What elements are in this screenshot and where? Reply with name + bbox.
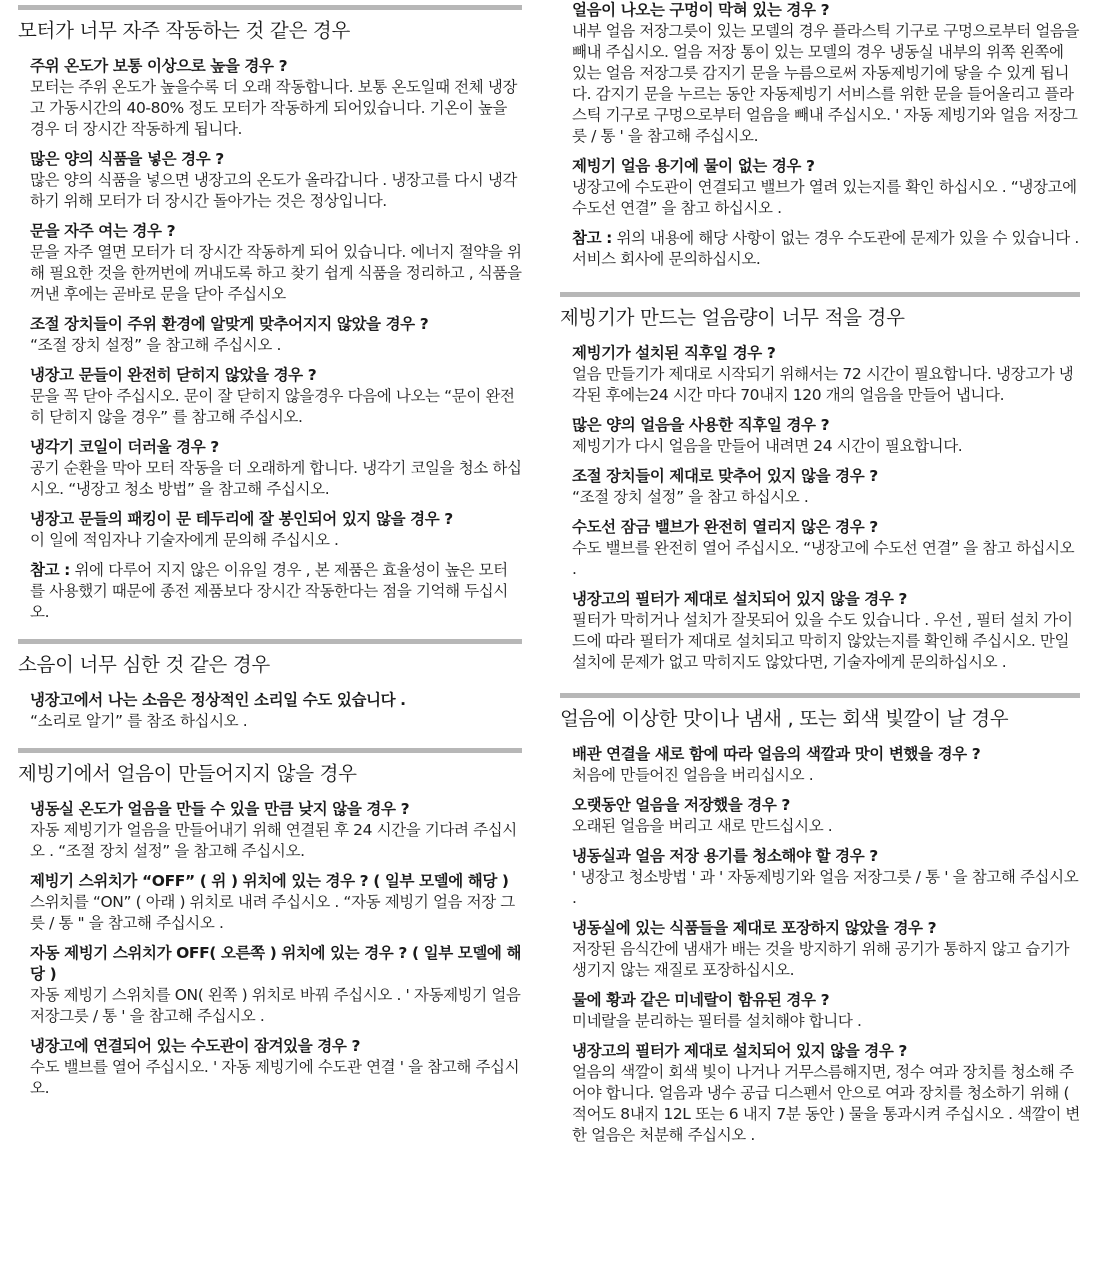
faq-question: 냉장고의 필터가 제대로 설치되어 있지 않을 경우 ? [572, 590, 908, 608]
faq-item [572, 990, 1080, 1032]
faq-item [30, 1036, 522, 1099]
faq-answer: 얼음 만들기가 제대로 시작되기 위해서는 72 시간이 필요합니다. 냉장고가 냉각된 후에는24 시간 마다 70내지 120 개의 얼음을 만들어 냅니다. [572, 365, 1074, 404]
faq-question: 냉동실 온도가 얼음을 만들 수 있을 만큼 낮지 않을 경우 ? [30, 800, 410, 818]
faq-answer: 내부 얼음 저장그릇이 있는 모델의 경우 플라스틱 기구로 구멍으로부터 얼음을 빼내 주십시오. 얼음 저장 통이 있는 모델의 경우 냉동실 내부의 위쪽 왼쪽에 있는 얼음 저장그릇 감지기 문을 누름으로써 자동제빙기에 닿을 수 있게 됩니다. 감지기 문을 누르는 동안 자동제빙기 서비스를 위한 문을 들어올리고 플라스틱 기구로 구멍으로부터 얼음을 빼내 주십시오. ' 자동 제빙기와 얼음 저장그릇 / 통 ' 을 참고해 주십시오. [572, 22, 1080, 145]
faq-item [30, 437, 522, 500]
faq-item [572, 1041, 1080, 1146]
faq-item [572, 795, 1080, 837]
section-title: 제빙기에서 얼음이 만들어지지 않을 경우 [18, 748, 522, 786]
faq-question: 냉동실과 얼음 저장 용기를 청소해야 할 경우 ? [572, 847, 878, 865]
faq-answer: 저장된 음식간에 냄새가 배는 것을 방지하기 위해 공기가 통하지 않고 습기가 생기지 않는 재질로 포장하십시오. [572, 940, 1070, 979]
note [572, 228, 1080, 270]
faq-question: 제빙기 스위치가 “OFF” ( 위 ) 위치에 있는 경우 ? ( 일부 모델에 해당 ) [30, 872, 509, 890]
faq-answer: 문을 꼭 닫아 주십시오. 문이 잘 닫히지 않을경우 다음에 나오는 “문이 완전히 닫히지 않을 경우” 를 참고해 주십시오. [30, 387, 515, 426]
faq-answer: 필터가 막히거나 설치가 잘못되어 있을 수도 있습니다 . 우선 , 필터 설치 가이드에 따라 필터가 제대로 설치되고 막히지 않았는지를 확인해 주십시오. 만일 설치에 문제가 없고 막히지도 않았다면, 기술자에게 문의하십시오 . [572, 611, 1073, 671]
faq-question: 제빙기가 설치된 직후일 경우 ? [572, 344, 776, 362]
faq-answer: “조절 장치 설정” 을 참고 하십시오 . [572, 488, 809, 506]
faq-item [30, 799, 522, 862]
faq-question: 냉각기 코일이 더러울 경우 ? [30, 438, 219, 456]
faq-question: 얼음이 나오는 구멍이 막혀 있는 경우 ? [572, 1, 830, 19]
faq-question: 많은 양의 식품을 넣은 경우 ? [30, 150, 224, 168]
faq-answer: 자동 제빙기 스위치를 ON( 왼쪽 ) 위치로 바꿔 주십시오 . ' 자동제빙기 얼음 저장그릇 / 통 ' 을 참고해 주십시오 . [30, 986, 521, 1025]
faq-item [572, 744, 1080, 786]
right-column [560, 0, 1080, 1162]
faq-item [30, 690, 522, 732]
faq-answer: 많은 양의 식품을 넣으면 냉장고의 온도가 올라갑니다 . 냉장고를 다시 냉각하기 위해 모터가 더 장시간 돌아가는 것은 정상입니다. [30, 171, 517, 210]
faq-item [30, 871, 522, 934]
section-title: 제빙기가 만드는 얼음량이 너무 적을 경우 [560, 292, 1080, 330]
faq-answer: “소리로 알기” 를 참조 하십시오 . [30, 712, 248, 730]
faq-answer: 제빙기가 다시 얼음을 만들어 내려면 24 시간이 필요합니다. [572, 437, 963, 455]
faq-question: 냉장고 문들의 패킹이 문 테두리에 잘 봉인되어 있지 않을 경우 ? [30, 510, 453, 528]
section-continued [560, 0, 1080, 270]
faq-question: 자동 제빙기 스위치가 OFF( 오른쪽 ) 위치에 있는 경우 ? ( 일부 모델에 해당 ) [30, 944, 522, 983]
faq-item [572, 156, 1080, 219]
note-text: 위에 다루어 지지 않은 이유일 경우 , 본 제품은 효율성이 높은 모터를 사용했기 때문에 종전 제품보다 장시간 작동한다는 점을 기억해 두십시오. [30, 561, 508, 621]
faq-question: 오랫동안 얼음을 저장했을 경우 ? [572, 796, 791, 814]
section-motor [18, 5, 522, 623]
section-ice-taste [560, 693, 1080, 1146]
faq-question: 배관 연결을 새로 함에 따라 얼음의 색깔과 맛이 변했을 경우 ? [572, 745, 981, 763]
faq-question: 냉장고의 필터가 제대로 설치되어 있지 않을 경우 ? [572, 1042, 908, 1060]
faq-item [30, 509, 522, 551]
faq-item [30, 149, 522, 212]
section-title: 얼음에 이상한 맛이나 냄새 , 또는 회색 빛깔이 날 경우 [560, 693, 1080, 731]
faq-question: 조절 장치들이 주위 환경에 알맞게 맞추어지지 않았을 경우 ? [30, 315, 429, 333]
faq-question: 제빙기 얼음 용기에 물이 없는 경우 ? [572, 157, 815, 175]
faq-item [572, 517, 1080, 580]
faq-answer: 오래된 얼음을 버리고 새로 만드십시오 . [572, 817, 833, 835]
note-label: 참고 : [572, 229, 612, 247]
faq-item [572, 415, 1080, 457]
faq-question: 주위 온도가 보통 이상으로 높을 경우 ? [30, 57, 288, 75]
section-title: 모터가 너무 자주 작동하는 것 같은 경우 [18, 5, 522, 43]
faq-item [572, 466, 1080, 508]
faq-item [572, 846, 1080, 909]
faq-question: 냉동실에 있는 식품들을 제대로 포장하지 않았을 경우 ? [572, 919, 937, 937]
faq-question: 수도선 잠금 밸브가 완전히 열리지 않은 경우 ? [572, 518, 878, 536]
faq-item [572, 343, 1080, 406]
faq-item [30, 56, 522, 140]
faq-question: 냉장고에 연결되어 있는 수도관이 잠겨있을 경우 ? [30, 1037, 361, 1055]
faq-item [572, 918, 1080, 981]
faq-item [30, 221, 522, 305]
note-label: 참고 : [30, 561, 70, 579]
left-column [18, 5, 522, 1115]
faq-question: 많은 양의 얼음을 사용한 직후일 경우 ? [572, 416, 830, 434]
section-title: 소음이 너무 심한 것 같은 경우 [18, 639, 522, 677]
faq-answer: “조절 장치 설정” 을 참고해 주십시오 . [30, 336, 281, 354]
faq-answer: 스위치를 “ON” ( 아래 ) 위치로 내려 주십시오 . “자동 제빙기 얼음 저장 그릇 / 통 " 을 참고해 주십시오 . [30, 893, 515, 932]
faq-item [572, 589, 1080, 673]
faq-answer: 문을 자주 열면 모터가 더 장시간 작동하게 되어 있습니다. 에너지 절약을 위해 필요한 것을 한꺼번에 꺼내도록 하고 찾기 쉽게 식품을 정리하고 , 식품을 꺼낸 후에는 곧바로 문을 닫아 주십시오 [30, 243, 522, 303]
faq-answer: 이 일에 적임자나 기술자에게 문의해 주십시오 . [30, 531, 339, 549]
faq-answer: 처음에 만들어진 얼음을 버리십시오 . [572, 766, 814, 784]
faq-question: 물에 황과 같은 미네랄이 함유된 경우 ? [572, 991, 830, 1009]
faq-item [30, 314, 522, 356]
note-text: 위의 내용에 해당 사항이 없는 경우 수도관에 문제가 있을 수 있습니다 . 서비스 회사에 문의하십시오. [572, 229, 1079, 268]
faq-answer: 공기 순환을 막아 모터 작동을 더 오래하게 합니다. 냉각기 코일을 청소 하십시오. “냉장고 청소 방법” 을 참고해 주십시오. [30, 459, 522, 498]
faq-answer: 자동 제빙기가 얼음을 만들어내기 위해 연결된 후 24 시간을 기다려 주십시오 . “조절 장치 설정” 을 참고해 주십시오. [30, 821, 517, 860]
faq-answer: 수도 밸브를 완전히 열어 주십시오. “냉장고에 수도선 연결” 을 참고 하십시오 . [572, 539, 1075, 578]
faq-answer: 얼음의 색깔이 회색 빛이 나거나 거무스름해지면, 정수 여과 장치를 청소해 주어야 합니다. 얼음과 냉수 공급 디스펜서 안으로 여과 장치를 청소하기 위해 ( 적어도 8내지 12L 또는 6 내지 7분 동안 ) 물을 통과시켜 주십시오 . 색깔이 변한 얼음은 처분해 주십시오 . [572, 1063, 1080, 1144]
faq-item [572, 0, 1080, 147]
faq-question: 냉장고 문들이 완전히 닫히지 않았을 경우 ? [30, 366, 317, 384]
section-noise [18, 639, 522, 732]
section-icemaker-low [560, 292, 1080, 673]
faq-answer: ' 냉장고 청소방법 ' 과 ' 자동제빙기와 얼음 저장그릇 / 통 ' 을 참고해 주십시오 . [572, 868, 1079, 907]
faq-question: 냉장고에서 나는 소음은 정상적인 소리일 수도 있습니다 . [30, 691, 406, 709]
faq-item [30, 943, 522, 1027]
faq-answer: 수도 밸브를 열어 주십시오. ' 자동 제빙기에 수도관 연결 ' 을 참고해 주십시오. [30, 1058, 520, 1097]
faq-item [30, 365, 522, 428]
faq-answer: 미네랄을 분리하는 필터를 설치해야 합니다 . [572, 1012, 862, 1030]
faq-question: 조절 장치들이 제대로 맞추어 있지 않을 경우 ? [572, 467, 878, 485]
faq-answer: 냉장고에 수도관이 연결되고 밸브가 열려 있는지를 확인 하십시오 . “냉장고에 수도선 연결” 을 참고 하십시오 . [572, 178, 1077, 217]
section-icemaker-none [18, 748, 522, 1099]
faq-question: 문을 자주 여는 경우 ? [30, 222, 176, 240]
note [30, 560, 522, 623]
faq-answer: 모터는 주위 온도가 높을수록 더 오래 작동합니다. 보통 온도일때 전체 냉장고 가동시간의 40-80% 정도 모터가 작동하게 되어있습니다. 기온이 높을 경우 더 장시간 작동하게 됩니다. [30, 78, 517, 138]
